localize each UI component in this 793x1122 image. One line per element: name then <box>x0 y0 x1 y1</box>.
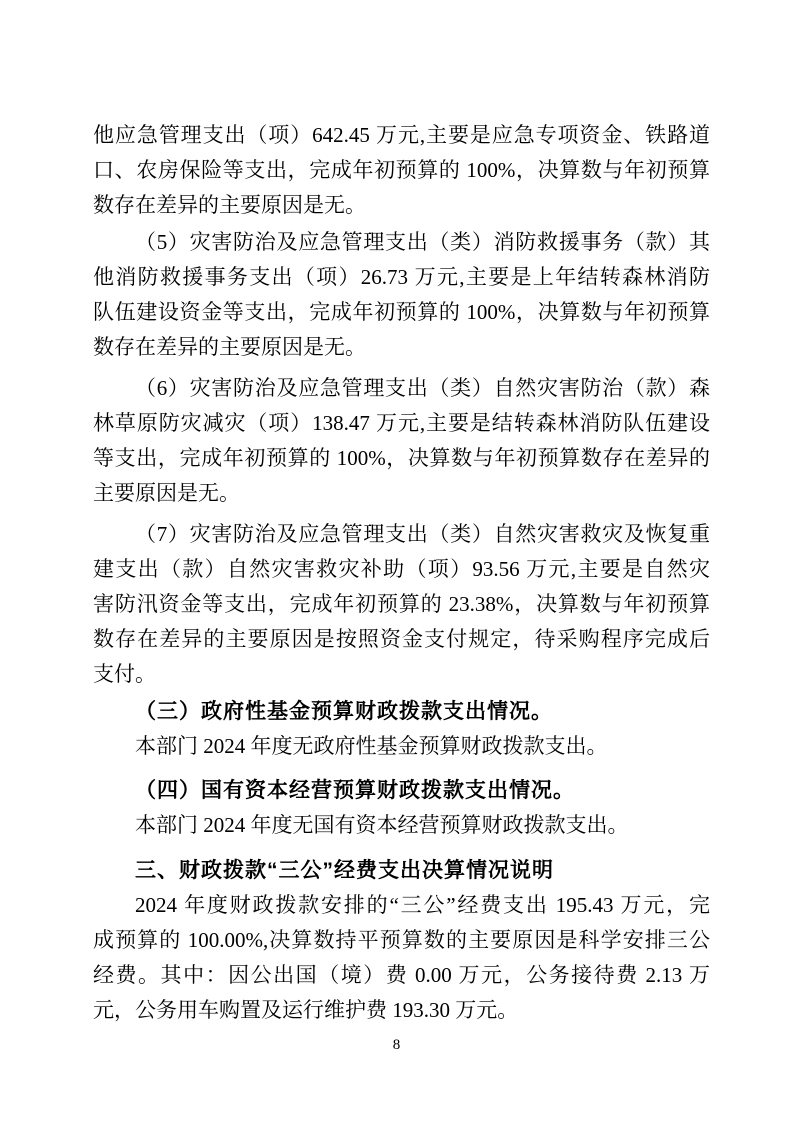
text-line: 数存在差异的主要原因是无。 <box>93 335 366 359</box>
text-line: 害防汛资金等支出，完成年初预算的 23.38%，决算数与年初预算 <box>93 592 710 616</box>
text-line: 成预算的 100.00%,决算数持平预算数的主要原因是科学安排三公 <box>93 928 710 952</box>
text-line: 等支出，完成年初预算的 100%，决算数与年初预算数存在差异的 <box>93 446 710 470</box>
text-line: 他应急管理支出（项）642.45 万元,主要是应急专项资金、铁路道 <box>93 123 710 147</box>
text-line: 2024 年度财政拨款安排的“三公”经费支出 195.43 万元，完 <box>135 893 710 917</box>
text-line: 支付。 <box>93 662 156 686</box>
page-number: 8 <box>392 1037 401 1053</box>
text-line: （四）国有资本经营预算财政拨款支出情况。 <box>135 778 575 802</box>
text-line: 他消防救援事务支出（项）26.73 万元,主要是上年结转森林消防 <box>93 265 710 289</box>
text-line: 经费。其中：因公出国（境）费 0.00 万元，公务接待费 2.13 万 <box>93 963 710 987</box>
paragraph <box>93 888 710 1028</box>
text-line: 数存在差异的主要原因是无。 <box>93 193 366 217</box>
text-line: 口、农房保险等支出，完成年初预算的 100%，决算数与年初预算 <box>93 158 710 182</box>
page-footer <box>0 1036 793 1054</box>
text-line: 元，公务用车购置及运行维护费 193.30 万元。 <box>93 998 519 1022</box>
text-line: 数存在差异的主要原因是按照资金支付规定，待采购程序完成后 <box>93 627 710 651</box>
text-line: （5）灾害防治及应急管理支出（类）消防救援事务（款）其 <box>135 230 710 254</box>
text-line: （三）政府性基金预算财政拨款支出情况。 <box>135 699 553 723</box>
paragraph <box>93 808 710 843</box>
text-line: 三、财政拨款“三公”经费支出决算情况说明 <box>135 859 554 882</box>
paragraph <box>93 517 710 692</box>
text-line: 建支出（款）自然灾害救灾补助（项）93.56 万元,主要是自然灾 <box>93 557 710 581</box>
section-heading-level2 <box>93 773 710 808</box>
document-content <box>93 118 710 1028</box>
text-line: 林草原防灾减灾（项）138.47 万元,主要是结转森林消防队伍建设 <box>93 411 710 435</box>
paragraph-continuation <box>93 118 710 223</box>
section-heading-level2 <box>93 694 710 729</box>
section-heading-level1 <box>93 853 710 888</box>
text-line: （7）灾害防治及应急管理支出（类）自然灾害救灾及恢复重 <box>135 522 710 546</box>
text-line: （6）灾害防治及应急管理支出（类）自然灾害防治（款）森 <box>135 376 710 400</box>
text-line: 本部门 2024 年度无政府性基金预算财政拨款支出。 <box>135 734 608 758</box>
paragraph <box>93 371 710 511</box>
paragraph <box>93 729 710 764</box>
text-line: 队伍建设资金等支出，完成年初预算的 100%，决算数与年初预算 <box>93 300 710 324</box>
text-line: 主要原因是无。 <box>93 481 240 505</box>
paragraph <box>93 225 710 365</box>
text-line: 本部门 2024 年度无国有资本经营预算财政拨款支出。 <box>135 813 629 837</box>
